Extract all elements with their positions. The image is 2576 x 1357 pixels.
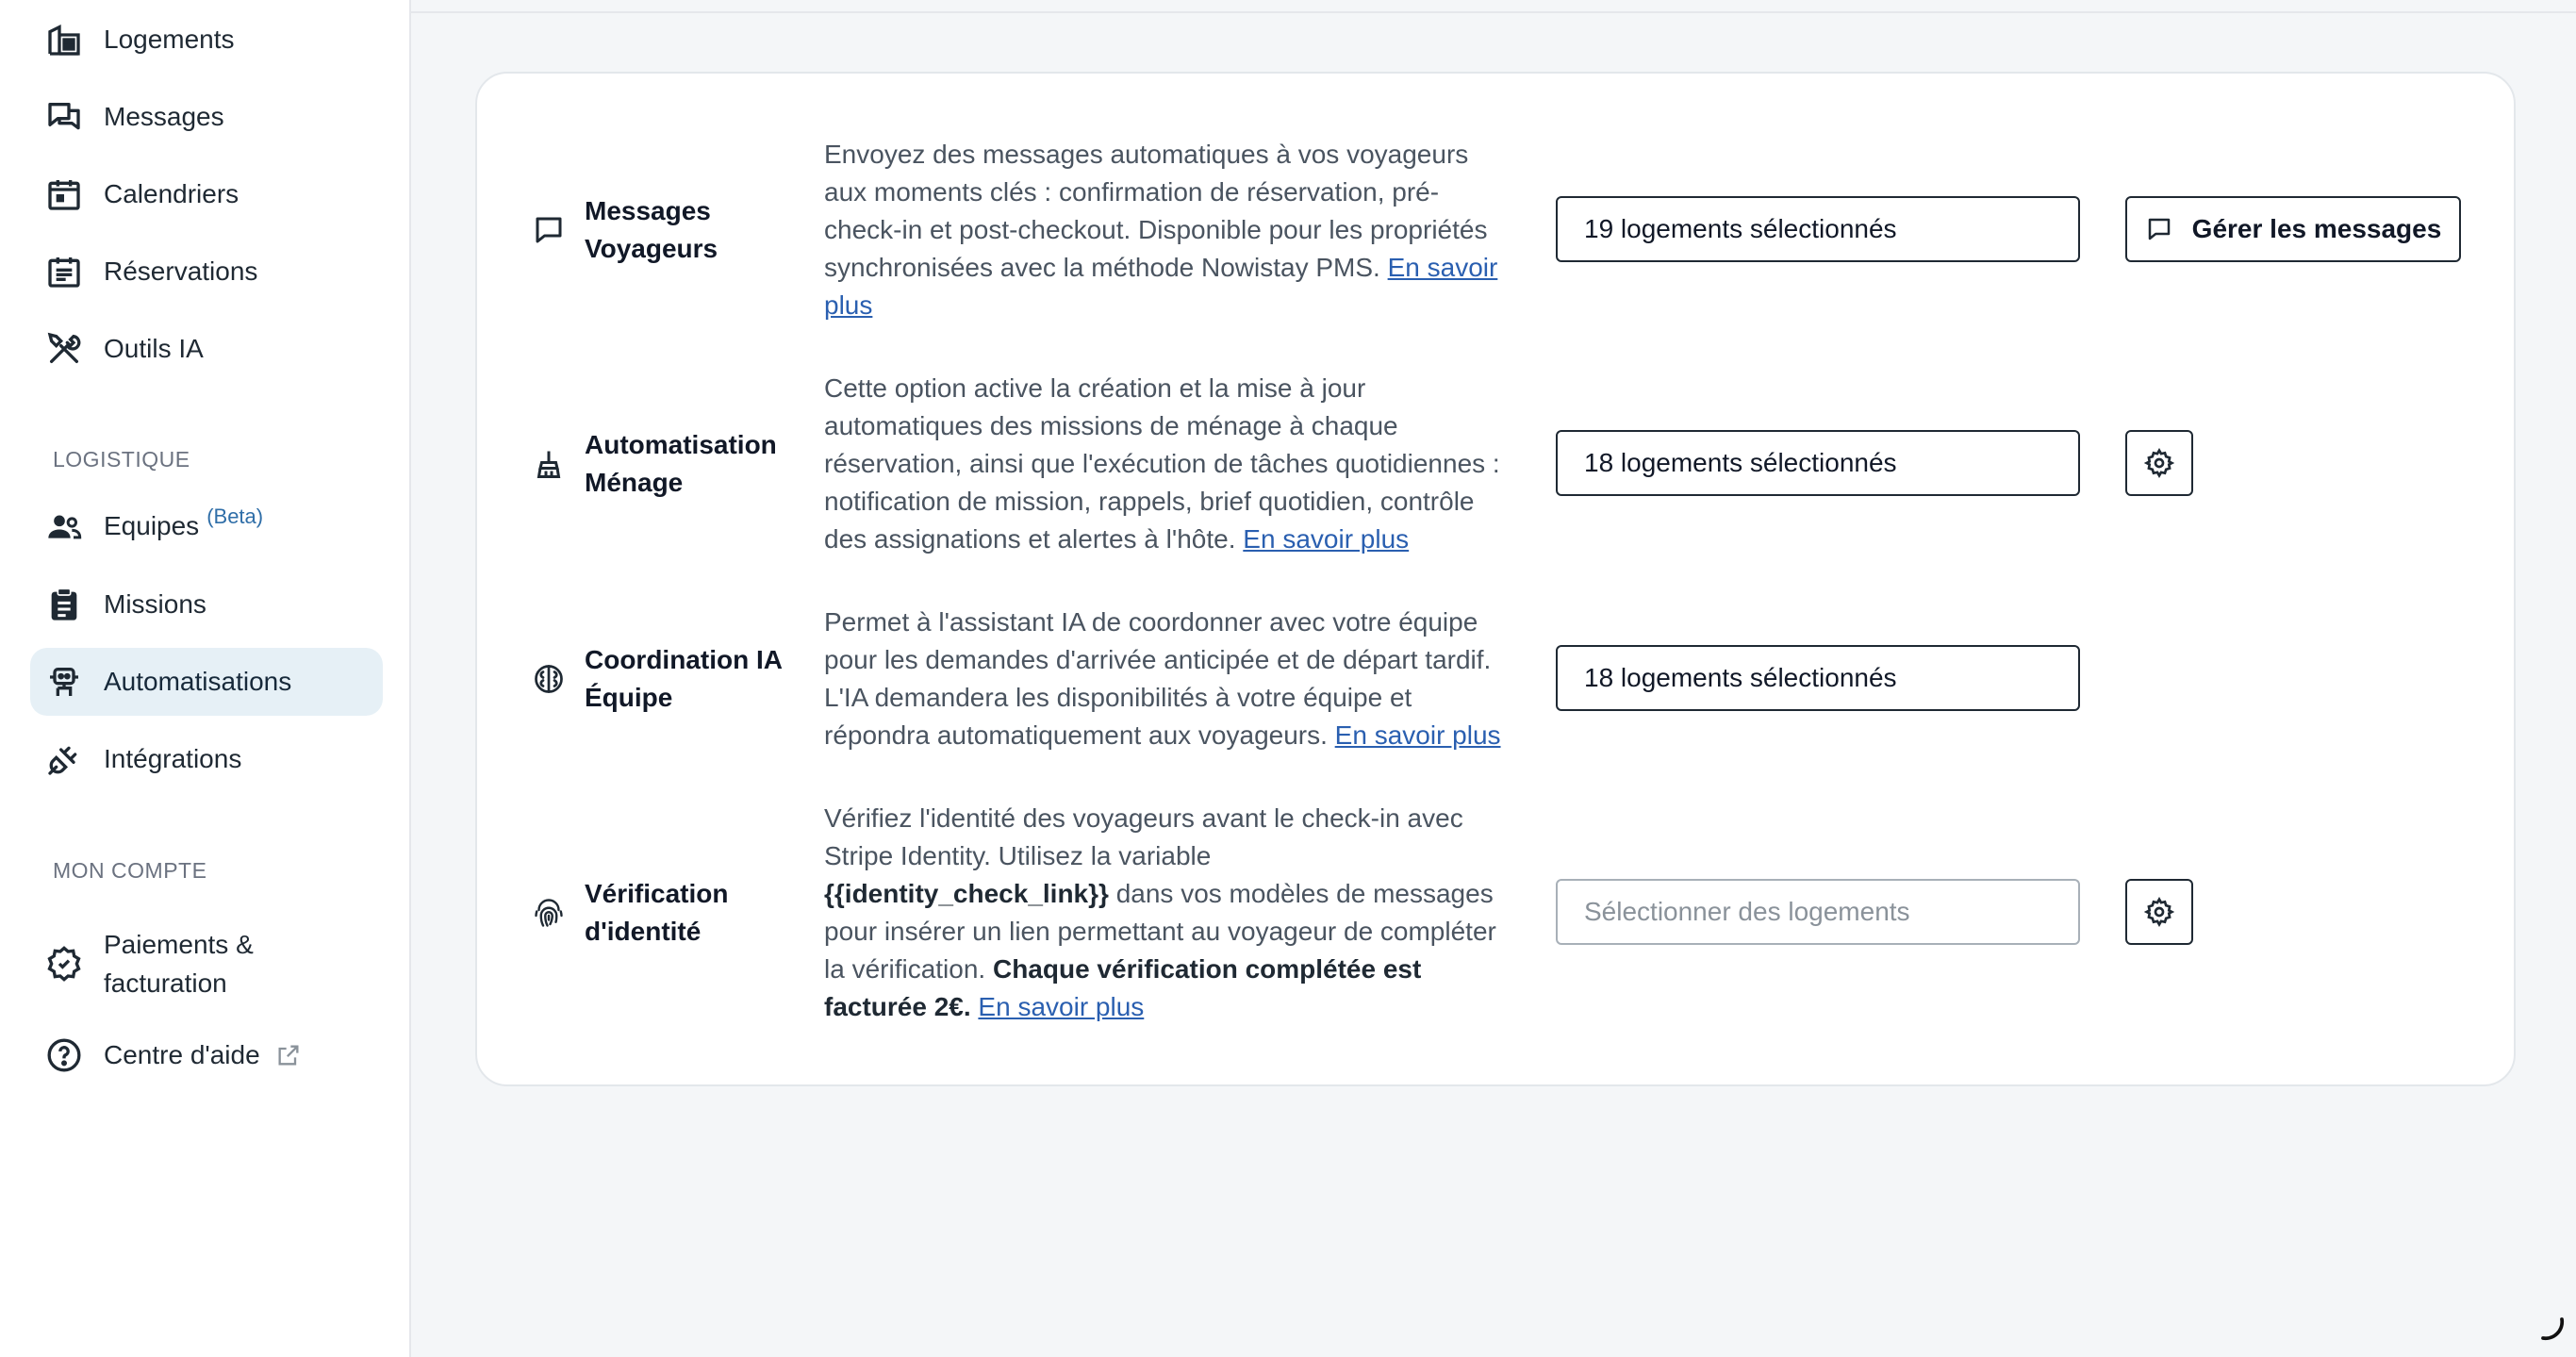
robot-icon xyxy=(45,663,83,701)
billing-note: Chaque vérification complétée est facturée 2€. xyxy=(824,954,1422,1021)
sidebar-item-label: Réservations xyxy=(104,257,258,286)
sidebar-item-label: Messages xyxy=(104,102,224,131)
row-description xyxy=(824,136,1503,324)
sidebar-item-label: Logements xyxy=(104,25,235,54)
loading-spinner-icon xyxy=(2538,1315,2567,1343)
row-title xyxy=(530,426,783,502)
description-text: Envoyez des messages automatiques à vos voyageurs aux moments clés : confirmation de réservation, pré-check-in et post-checkout. Disponible pour les propriétés synchronisées avec la méthode Nowistay PMS. xyxy=(824,140,1488,282)
gear-icon xyxy=(2144,897,2174,927)
calendar-icon xyxy=(45,175,83,213)
sidebar-item-label: Intégrations xyxy=(104,744,242,773)
section-header-mon-compte: MON COMPTE xyxy=(53,858,207,883)
fingerprint-icon xyxy=(530,894,568,932)
sidebar-item-messages[interactable] xyxy=(30,83,383,151)
message-icon xyxy=(530,211,568,249)
description-text: Permet à l'assistant IA de coordonner avec votre équipe pour les demandes d'arrivée anticipée et de départ tardif. L'IA demandera les disponibilités à votre équipe et répondra automatiquement aux voyageurs. xyxy=(824,607,1492,750)
description-text: Vérifiez l'identité des voyageurs avant le check-in avec Stripe Identity. Utilisez la variable xyxy=(824,803,1463,870)
team-icon xyxy=(45,508,83,546)
sidebar-item-label-line2: facturation xyxy=(104,968,227,998)
row-description xyxy=(824,604,1503,754)
row-description xyxy=(824,370,1503,558)
top-bar xyxy=(411,0,2576,13)
beta-badge: (Beta) xyxy=(206,505,264,528)
calendar-list-icon xyxy=(45,253,83,290)
manage-messages-button[interactable] xyxy=(2125,196,2461,262)
section-header-logistique: LOGISTIQUE xyxy=(53,447,190,472)
building-icon xyxy=(45,21,83,58)
manage-messages-label: Gérer les messages xyxy=(2191,214,2442,243)
brain-icon xyxy=(530,660,568,698)
sidebar-item-label-line1: Paiements & xyxy=(104,930,254,959)
sidebar-item-missions[interactable] xyxy=(30,571,383,638)
row-title-line2: Équipe xyxy=(585,683,673,712)
broom-icon xyxy=(530,445,568,483)
settings-button[interactable] xyxy=(2125,430,2193,496)
external-link-icon xyxy=(275,1042,302,1068)
learn-more-link[interactable]: En savoir plus xyxy=(978,992,1145,1021)
sidebar xyxy=(0,0,411,1357)
sidebar-item-automatisations[interactable] xyxy=(30,648,383,716)
sidebar-item-reservations[interactable] xyxy=(30,238,383,306)
row-title xyxy=(530,875,783,951)
gear-icon xyxy=(2144,448,2174,478)
row-title-line2: d'identité xyxy=(585,917,702,946)
row-title-line2: Ménage xyxy=(585,468,684,497)
row-title-line1: Messages xyxy=(585,196,711,225)
sidebar-item-centre-aide[interactable] xyxy=(30,1021,383,1089)
billing-icon xyxy=(45,945,83,983)
identity-variable: {{identity_check_link}} xyxy=(824,879,1109,908)
sidebar-item-label: Outils IA xyxy=(104,334,204,363)
property-selector[interactable]: 18 logements sélectionnés xyxy=(1556,645,2080,711)
sidebar-item-label: Missions xyxy=(104,589,206,619)
row-title-line1: Vérification xyxy=(585,879,729,908)
description-text: Cette option active la création et la mise à jour automatiques des missions de ménage à chaque réservation, ainsi que l'exécution de tâches quotidiennes : notification de mission, rappels, brief quotidien, contrôle des assignations et alertes à l'hôte. xyxy=(824,373,1500,554)
sidebar-item-equipes[interactable] xyxy=(30,493,383,561)
clipboard-icon xyxy=(45,586,83,623)
sidebar-item-label: Calendriers xyxy=(104,179,239,208)
row-title-line2: Voyageurs xyxy=(585,234,718,263)
tools-icon xyxy=(45,330,83,368)
automations-card xyxy=(475,72,2516,1086)
sidebar-item-label: Automatisations xyxy=(104,667,292,696)
sidebar-item-logements[interactable] xyxy=(30,6,383,74)
plug-icon xyxy=(45,740,83,778)
sidebar-item-label: Centre d'aide xyxy=(104,1040,260,1069)
learn-more-link[interactable]: En savoir plus xyxy=(1243,524,1410,554)
row-title xyxy=(530,641,783,717)
row-description xyxy=(824,800,1503,1026)
property-selector[interactable]: Sélectionner des logements xyxy=(1556,879,2080,945)
sidebar-item-outils-ia[interactable] xyxy=(30,315,383,383)
sidebar-item-paiements[interactable] xyxy=(30,918,383,1009)
property-selector[interactable]: 18 logements sélectionnés xyxy=(1556,430,2080,496)
sidebar-item-calendriers[interactable] xyxy=(30,160,383,228)
settings-button[interactable] xyxy=(2125,879,2193,945)
message-icon xyxy=(2145,215,2173,243)
sidebar-item-label: Equipes xyxy=(104,511,200,540)
description-text-2: dans vos modèles de messages pour insérer un lien permettant au voyageur de compléter la vérification. xyxy=(824,879,1496,984)
row-title xyxy=(530,192,783,268)
property-selector[interactable]: 19 logements sélectionnés xyxy=(1556,196,2080,262)
help-icon xyxy=(45,1036,83,1074)
learn-more-link[interactable]: En savoir plus xyxy=(824,253,1498,320)
row-title-line1: Coordination IA xyxy=(585,645,783,674)
learn-more-link[interactable]: En savoir plus xyxy=(1334,720,1501,750)
row-title-line1: Automatisation xyxy=(585,430,777,459)
chat-bubbles-icon xyxy=(45,98,83,136)
sidebar-item-integrations[interactable] xyxy=(30,725,383,793)
